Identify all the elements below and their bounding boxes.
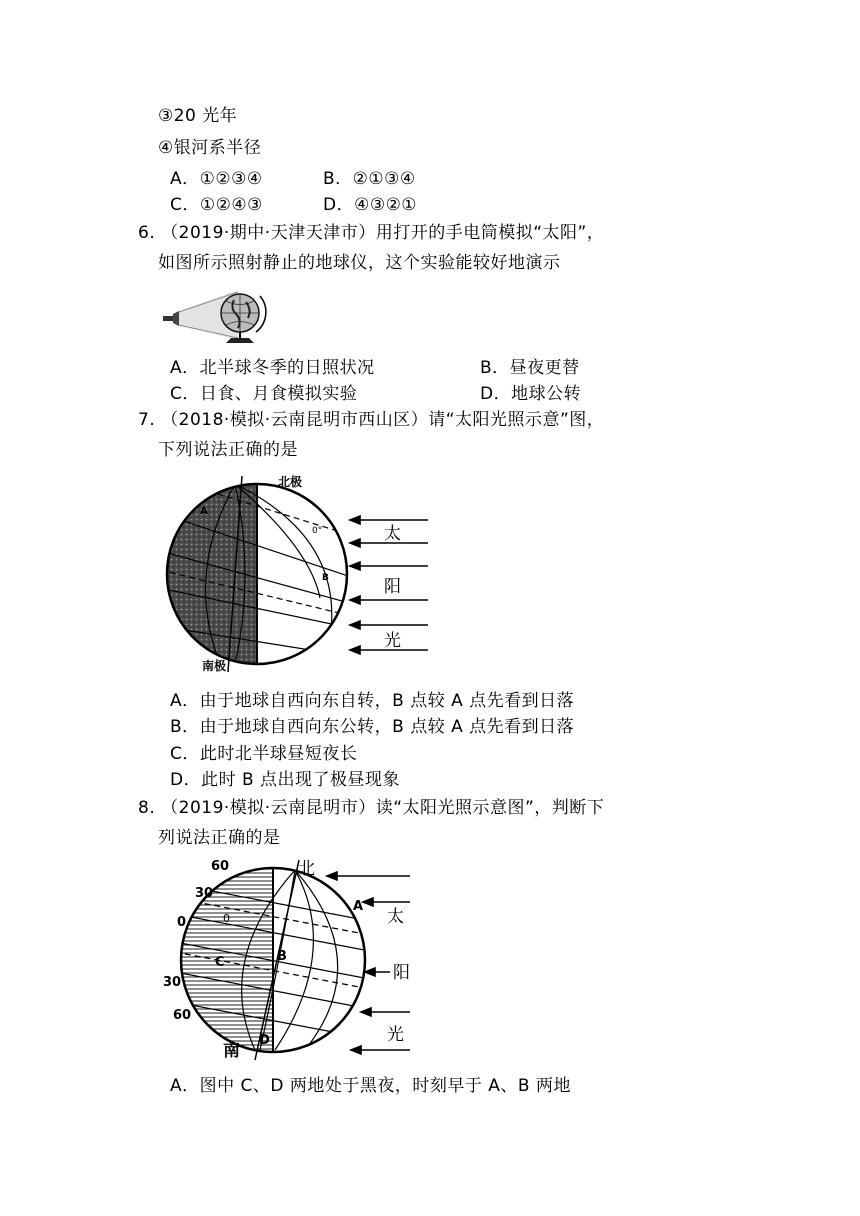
q8-sunlight-diagram — [155, 852, 425, 1070]
point-a-label: A — [353, 899, 364, 914]
q7-stem-line2: 下列说法正确的是 — [158, 440, 298, 460]
sun-label-2: 阳 — [384, 577, 401, 597]
point-d-label: D — [259, 1033, 270, 1048]
q5-item-4: ④银河系半径 — [158, 138, 262, 158]
q8-stem-line2: 列说法正确的是 — [158, 828, 281, 848]
q7-option-b: B．由于地球自西向东公转，B 点较 A 点先看到日落 — [170, 717, 575, 737]
sun-label-3: 光 — [387, 1025, 404, 1045]
q6-option-a: A．北半球冬季的日照状况 — [170, 358, 375, 378]
north-label: 北 — [298, 859, 315, 879]
sun-label-1: 太 — [384, 524, 401, 544]
q5-option-c: C．①②④③ — [170, 195, 263, 215]
sun-label-1: 太 — [387, 907, 404, 927]
q5-option-d: D．④③②① — [323, 195, 418, 215]
q8-option-a: A．图中 C、D 两地处于黑夜，时刻早于 A、B 两地 — [170, 1076, 571, 1096]
south-pole-label: 南极 — [202, 659, 227, 673]
sun-label-2: 阳 — [393, 963, 410, 983]
q6-option-d: D．地球公转 — [480, 384, 582, 404]
sun-label-3: 光 — [384, 631, 401, 651]
lat-30n-label: 30 — [195, 886, 214, 901]
q6-stem-line1: 6. （2019·期中·天津天津市）用打开的手电筒模拟“太阳”， — [138, 223, 605, 243]
point-c-label: C — [215, 955, 225, 970]
q8-stem-line1: 8. （2019·模拟·云南昆明市）读“太阳光照示意图”，判断下 — [138, 798, 605, 818]
point-b-label: B — [277, 949, 287, 964]
lat-60s-label: 60 — [173, 1008, 192, 1023]
prime-meridian-label: 0 — [223, 912, 230, 925]
lat-30s-label: 30 — [163, 975, 182, 990]
lat-0-label: 0 — [177, 915, 187, 930]
q6-flashlight-globe-figure — [160, 282, 270, 344]
q6-stem-line2: 如图所示照射静止的地球仪，这个实验能较好地演示 — [158, 253, 561, 273]
night-side — [155, 852, 273, 1070]
q5-option-b: B．②①③④ — [323, 169, 416, 189]
south-label: 南 — [223, 1041, 240, 1061]
q7-sunlight-diagram — [160, 468, 435, 678]
q5-item-3: ③20 光年 — [158, 106, 238, 126]
q6-option-b: B．昼夜更替 — [480, 358, 580, 378]
point-b-label: B — [322, 573, 329, 583]
q7-option-a: A．由于地球自西向东自转，B 点较 A 点先看到日落 — [170, 691, 575, 711]
north-pole-label: 北极 — [278, 475, 303, 489]
q7-stem-line1: 7. （2018·模拟·云南昆明市西山区）请“太阳光照示意”图， — [138, 410, 605, 430]
q7-option-c: C．此时北半球昼短夜长 — [170, 744, 358, 764]
flashlight-icon — [163, 311, 179, 326]
q6-option-c: C．日食、月食模拟实验 — [170, 384, 358, 404]
q7-option-d: D．此时 B 点出现了极昼现象 — [170, 770, 401, 790]
prime-meridian-label: 0° — [312, 526, 323, 536]
q5-option-a: A．①②③④ — [170, 169, 263, 189]
point-a-label: A — [200, 506, 208, 517]
lat-60n-label: 60 — [211, 859, 230, 874]
